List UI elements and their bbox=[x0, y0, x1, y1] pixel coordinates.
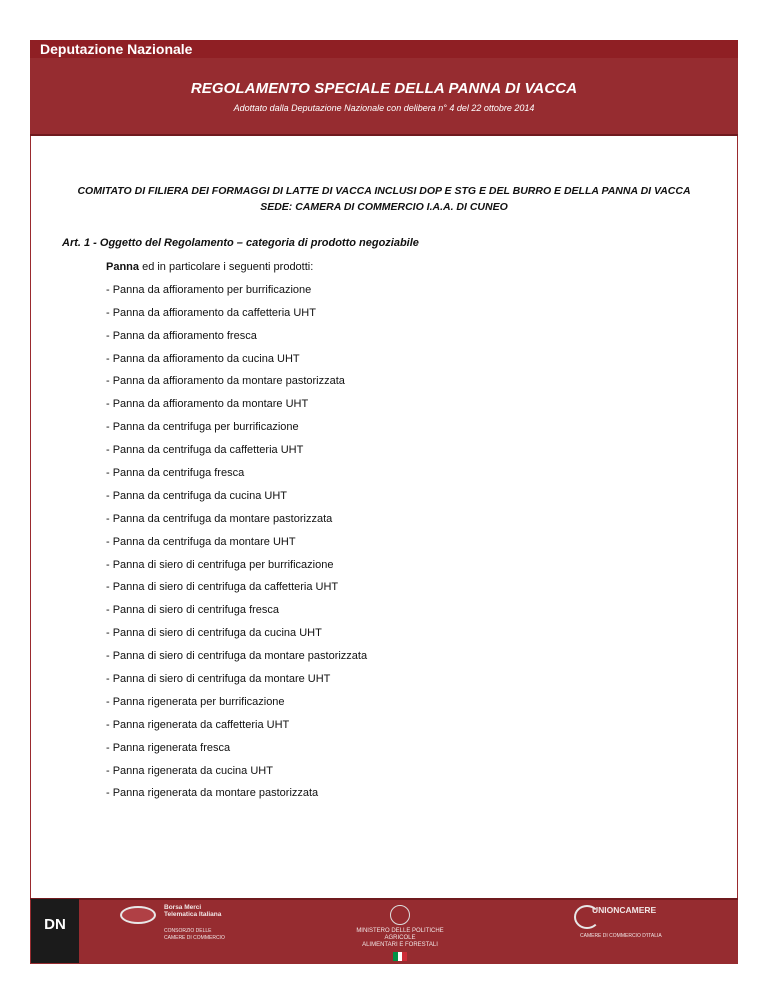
list-item: - Panna rigenerata da montare pastorizzata bbox=[106, 787, 319, 800]
product-list bbox=[106, 259, 367, 808]
republic-seal-icon bbox=[390, 905, 410, 925]
ministry-logo bbox=[355, 905, 445, 961]
list-item: - Panna da centrifuga da caffetteria UHT bbox=[106, 444, 304, 457]
unioncamere-sub: CAMERE DI COMMERCIO D'ITALIA bbox=[580, 933, 662, 939]
list-item: - Panna di siero di centrifuga da cucina UHT bbox=[106, 627, 322, 640]
list-item: - Panna da centrifuga per burrificazione bbox=[106, 421, 299, 434]
committee-seat: SEDE: CAMERA DI COMMERCIO I.A.A. DI CUNEO bbox=[260, 201, 508, 213]
bmti-name bbox=[164, 904, 244, 918]
list-item: - Panna di siero di centrifuga da montare pastorizzata bbox=[106, 650, 368, 663]
bmti-sub-line1: CONSORZIO DELLE bbox=[164, 928, 212, 934]
committee-name: COMITATO DI FILIERA DEI FORMAGGI DI LATTE DI VACCA INCLUSI DOP E STG E DEL BURRO E DELLA PANNA DI VACCA bbox=[77, 185, 691, 197]
list-item: - Panna rigenerata fresca bbox=[106, 741, 231, 754]
list-item: - Panna da affioramento da montare pastorizzata bbox=[106, 375, 345, 388]
bmti-icon bbox=[120, 906, 156, 924]
bmti-name-line1: Borsa Merci bbox=[164, 904, 202, 911]
bmti-sub-line2: CAMERE DI COMMERCIO bbox=[164, 935, 225, 941]
bmti-sub bbox=[164, 928, 244, 942]
brand-bar bbox=[30, 40, 738, 58]
list-item: - Panna da affioramento per burrificazione bbox=[106, 283, 312, 296]
document-subtitle: Adottato dalla Deputazione Nazionale con delibera n° 4 del 22 ottobre 2014 bbox=[233, 103, 535, 113]
list-item: - Panna rigenerata da cucina UHT bbox=[106, 764, 273, 777]
list-item: - Panna di siero di centrifuga per burrificazione bbox=[106, 558, 334, 571]
list-item: - Panna di siero di centrifuga da caffetteria UHT bbox=[106, 581, 339, 594]
ministry-line2: ALIMENTARI E FORESTALI bbox=[362, 942, 438, 948]
list-item: - Panna di siero di centrifuga da montare UHT bbox=[106, 673, 331, 686]
flag-red bbox=[402, 952, 407, 961]
list-item: - Panna da centrifuga da montare pastorizzata bbox=[106, 512, 333, 525]
list-item: - Panna da affioramento da montare UHT bbox=[106, 398, 309, 411]
list-item: - Panna di siero di centrifuga fresca bbox=[106, 604, 280, 617]
brand-name: Deputazione Nazionale bbox=[40, 41, 193, 57]
lead-rest: ed in particolare i seguenti prodotti: bbox=[139, 261, 314, 273]
list-item: - Panna rigenerata da caffetteria UHT bbox=[106, 718, 290, 731]
document-title: REGOLAMENTO SPECIALE DELLA PANNA DI VACCA bbox=[190, 80, 578, 97]
committee-heading bbox=[30, 183, 738, 215]
list-item: - Panna rigenerata per burrificazione bbox=[106, 695, 285, 708]
dn-badge: DN bbox=[31, 899, 79, 963]
ministry-line1: MINISTERO DELLE POLITICHE AGRICOLE bbox=[356, 928, 444, 941]
list-lead bbox=[106, 259, 367, 282]
list-item: - Panna da centrifuga fresca bbox=[106, 467, 245, 480]
list-item: - Panna da affioramento da caffetteria UHT bbox=[106, 306, 316, 319]
unioncamere-name: UNIONCAMERE bbox=[592, 905, 657, 915]
bmti-name-line2: Telematica Italiana bbox=[164, 911, 222, 918]
article-title: Art. 1 - Oggetto del Regolamento – categoria di prodotto negoziabile bbox=[62, 237, 419, 249]
list-item: - Panna da affioramento fresca bbox=[106, 329, 257, 342]
italian-flag-icon bbox=[393, 952, 407, 961]
title-banner bbox=[30, 58, 738, 136]
list-item: - Panna da affioramento da cucina UHT bbox=[106, 352, 300, 365]
list-item: - Panna da centrifuga da cucina UHT bbox=[106, 489, 287, 502]
list-item: - Panna da centrifuga da montare UHT bbox=[106, 535, 296, 548]
lead-bold: Panna bbox=[106, 261, 140, 273]
